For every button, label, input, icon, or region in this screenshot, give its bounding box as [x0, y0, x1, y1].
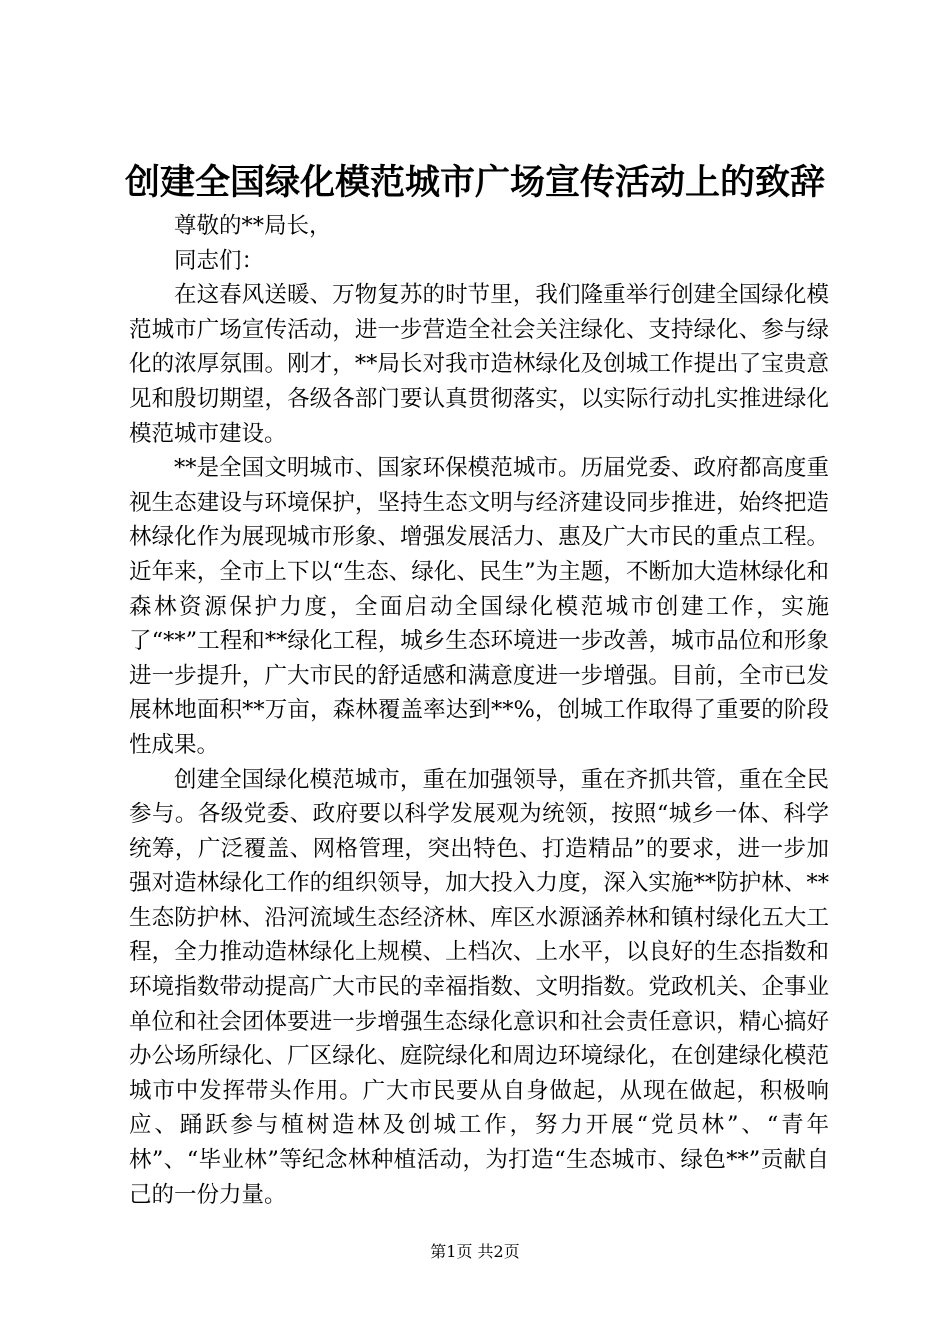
salutation-line: 尊敬的**局长， — [174, 213, 332, 239]
salutation-line: 同志们： — [174, 247, 265, 274]
body-paragraph: **是全国文明城市、国家环保模范城市。历届党委、政府都高度重视生态建设与环境保护，坚持生态文明与经济建设同步推进，始终把造林绿化作为展现城市形象、增强发展活力、惠及广大市民的重点工程。近年来，全市上下以“生态、绿化、民生”为主题，不断加大造林绿化和森林资源保护力度，全面启动全国绿化模范城市创建工作，实施了“**”工程和**绿化工程，城乡生态环境进一步改善，城市品位和形象进一步提升，广大市民的舒适感和满意度进一步增强。目前，全市已发展林地面积**万亩，森林覆盖率达到**%，创城工作取得了重要的阶段性成果。 — [129, 455, 829, 758]
document-body — [129, 209, 829, 1212]
page-number-footer: 第1页 共2页 — [430, 1242, 520, 1261]
body-paragraph: 在这春风送暖、万物复苏的时节里，我们隆重举行创建全国绿化模范城市广场宣传活动，进一步营造全社会关注绿化、支持绿化、参与绿化的浓厚氛围。刚才，**局长对我市造林绿化及创城工作提出了宝贵意见和殷切期望，各级各部门要认真贯彻落实，以实际行动扎实推进绿化模范城市建设。 — [129, 282, 829, 447]
document-title: 创建全国绿化模范城市广场宣传活动上的致辞 — [124, 162, 825, 203]
body-paragraph: 创建全国绿化模范城市，重在加强领导，重在齐抓共管，重在全民参与。各级党委、政府要以科学发展观为统领，按照“城乡一体、科学统筹，广泛覆盖、网格管理，突出特色、打造精品”的要求，进一步加强对造林绿化工作的组织领导，加大投入力度，深入实施**防护林、**生态防护林、沿河流域生态经济林、库区水源涵养林和镇村绿化五大工程，全力推动造林绿化上规模、上档次、上水平，以良好的生态指数和环境指数带动提高广大市民的幸福指数、文明指数。党政机关、企事业单位和社会团体要进一步增强生态绿化意识和社会责任意识，精心搞好办公场所绿化、厂区绿化、庭院绿化和周边环境绿化，在创建绿化模范城市中发挥带头作用。广大市民要从自身做起，从现在做起，积极响应、踊跃参与植树造林及创城工作，努力开展“党员林”、“青年林”、“毕业林”等纪念林种植活动，为打造“生态城市、绿色**”贡献自己的一份力量。 — [129, 766, 829, 1208]
